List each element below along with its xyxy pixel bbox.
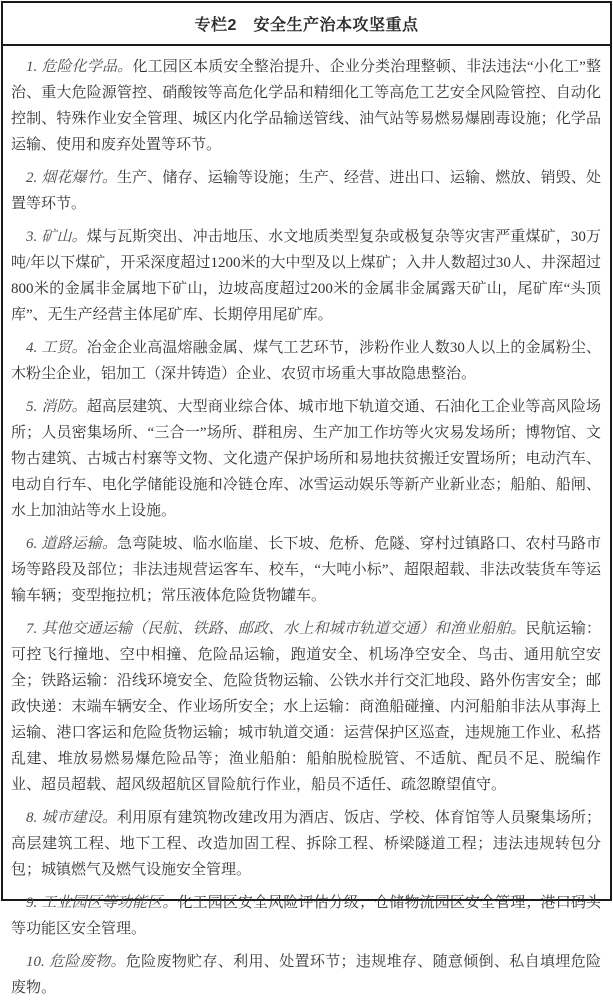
- item-number: 1.: [26, 59, 38, 75]
- item-text: 利用原有建筑物改建改用为酒店、饭店、学校、体育馆等人员聚集场所；高层建筑工程、地下工程、改造加固工程、拆除工程、桥梁隧道工程；违法违规转包分包；城镇燃气及燃气设施安全管理。: [11, 810, 601, 878]
- item-lead: 烟花爆竹。: [41, 170, 118, 186]
- feature-box: [1, 1, 612, 996]
- item-paragraph: [11, 531, 601, 609]
- item-lead: 其他交通运输（民航、铁路、邮政、水上和城市轨道交通）和渔业船舶。: [41, 621, 526, 637]
- box-title: 专栏2 安全生产治本攻坚重点: [3, 3, 610, 46]
- item-number: 7.: [26, 621, 38, 637]
- item-number: 6.: [26, 536, 38, 552]
- item-paragraph: [11, 394, 601, 524]
- item-number: 3.: [26, 229, 38, 245]
- item-text: 化工园区本质安全整治提升、企业分类治理整顿、非法违法“小化工”整治、重大危险源管控、硝酸铵等高危化学品和精细化工等高危工艺安全风险管控、自动化控制、特殊作业安全管理、城区内化学品输送管线、油气站等易燃易爆剧毒设施；化学品运输、使用和废弃处置等环节。: [11, 59, 601, 153]
- item-lead: 矿山。: [41, 229, 87, 245]
- item-number: 9.: [26, 895, 38, 911]
- item-paragraph: [11, 805, 601, 883]
- item-text: 生产、储存、运输等设施；生产、经营、进出口、运输、燃放、销毁、处置等环节。: [11, 170, 601, 212]
- item-text: 急弯陡坡、临水临崖、长下坡、危桥、危隧、穿村过镇路口、农村马路市场等路段及部位；非法违规营运客车、校车，“大吨小标”、超限超载、非法改装货车等运输车辆；变型拖拉机；常压液体危险货物罐车。: [11, 536, 601, 604]
- item-text: 煤与瓦斯突出、冲击地压、水文地质类型复杂或极复杂等灾害严重煤矿，30万吨/年以下煤矿，开采深度超过1200米的大中型及以上煤矿；入井人数超过30人、井深超过800米的金属非金属地下矿山，边坡高度超过200米的金属非金属露天矿山，尾矿库“头顶库”、无生产经营主体尾矿库、长期停用尾矿库。: [11, 229, 601, 323]
- item-lead: 工业园区等功能区。: [41, 895, 178, 911]
- item-lead: 危险废物。: [48, 954, 126, 970]
- item-lead: 城市建设。: [41, 810, 118, 826]
- item-number: 8.: [26, 810, 38, 826]
- item-text: 冶金企业高温熔融金属、煤气工艺环节，涉粉作业人数30人以上的金属粉尘、木粉尘企业，铝加工（深井铸造）企业、农贸市场重大事故隐患整治。: [11, 340, 601, 382]
- item-text: 超高层建筑、大型商业综合体、城市地下轨道交通、石油化工企业等高风险场所；人员密集场所、“三合一”场所、群租房、生产加工作坊等火灾易发场所；博物馆、文物古建筑、古城古村寨等文物、文化遗产保护场所和易地扶贫搬迁安置场所；电动汽车、电动自行车、电化学储能设施和冷链仓库、冰雪运动娱乐等新产业新业态；船舶、船闸、水上加油站等水上设施。: [11, 399, 601, 519]
- item-paragraph: [11, 224, 601, 328]
- item-paragraph: [11, 616, 601, 798]
- item-lead: 道路运输。: [41, 536, 118, 552]
- item-lead: 消防。: [41, 399, 87, 415]
- item-number: 2.: [26, 170, 38, 186]
- item-paragraph: [11, 165, 601, 217]
- item-number: 5.: [26, 399, 38, 415]
- box-body: [3, 46, 610, 1001]
- item-paragraph: [11, 890, 601, 942]
- item-lead: 危险化学品。: [41, 59, 133, 75]
- item-number: 10.: [26, 954, 45, 970]
- item-text: 化工园区安全风险评估分级；仓储物流园区安全管理；港口码头等功能区安全管理。: [11, 895, 601, 937]
- item-paragraph: [11, 335, 601, 387]
- item-paragraph: [11, 54, 601, 158]
- item-text: 危险废物贮存、利用、处置环节；违规堆存、随意倾倒、私自填埋危险废物。: [11, 954, 601, 996]
- item-lead: 工贸。: [41, 340, 87, 356]
- item-number: 4.: [26, 340, 38, 356]
- item-text: 民航运输：可控飞行撞地、空中相撞、危险品运输，跑道安全、机场净空安全、鸟击、通用航空安全；铁路运输：沿线环境安全、危险货物运输、公铁水并行交汇地段、路外伤害安全；邮政快递：末端车辆安全、作业场所安全；水上运输：商渔船碰撞、内河船舶非法从事海上运输、港口客运和危险货物运输；城市轨道交通：运营保护区巡查，违规施工作业、私搭乱建、堆放易燃易爆危险品等；渔业船舶：船舶脱检脱管、不适航、配员不足、脱编作业、超员超载、超风级超航区冒险航行作业，船员不适任、疏忽瞭望值守。: [11, 621, 601, 793]
- item-paragraph: [11, 949, 601, 1001]
